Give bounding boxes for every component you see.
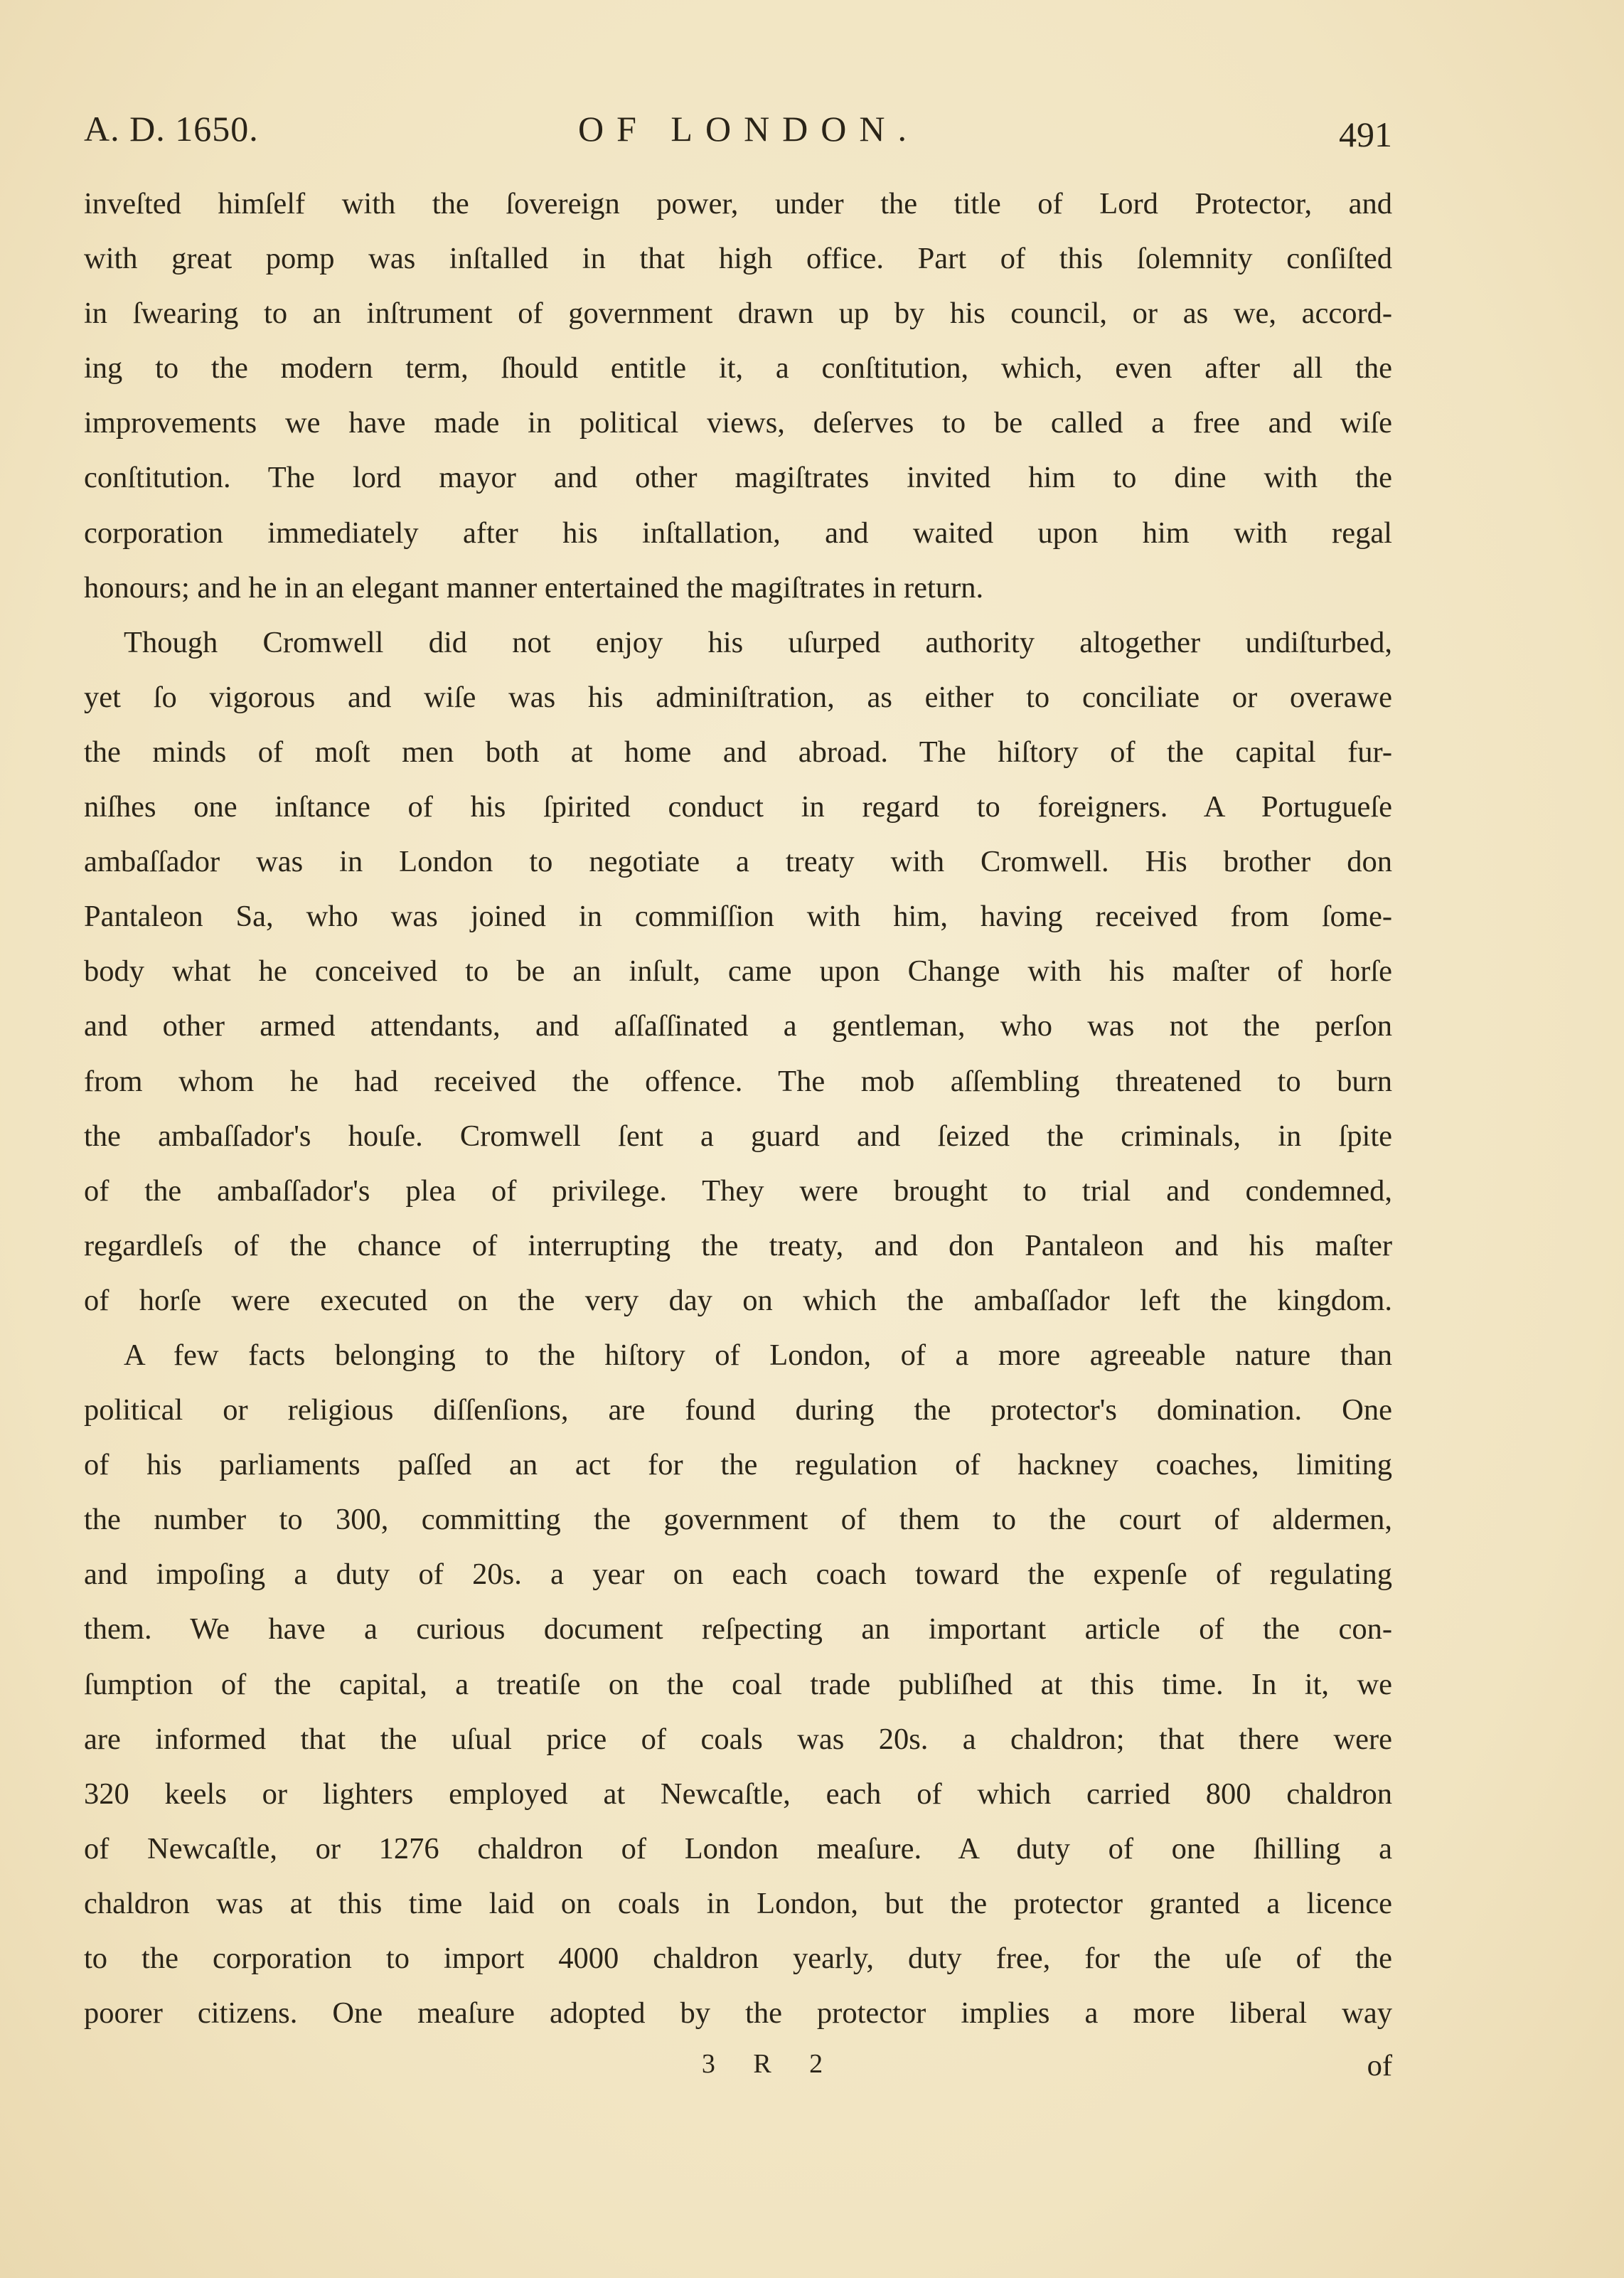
signature-mark: 3 R 2 [701, 2049, 839, 2079]
text-line: and impoſing a duty of 20s. a year on each coach toward the expenſe of regulating [84, 1558, 1392, 1592]
text-line: of the ambaſſador's plea of privilege. They were brought to trial and condemned, [84, 1173, 1392, 1208]
text-line: improvements we have made in political views, deſerves to be called a free and wiſe [84, 406, 1392, 440]
text-line: ing to the modern term, ſhould entitle it, a conſtitution, which, even after all the [84, 351, 1392, 385]
text-line: poorer citizens. One meaſure adopted by the protector implies a more liberal way [84, 1996, 1392, 2030]
text-line: ambaſſador was in London to negotiate a treaty with Cromwell. His brother don [84, 845, 1392, 879]
text-line: honours; and he in an elegant manner entertained the magiſtrates in return. [84, 570, 984, 605]
text-line: them. We have a curious document reſpecting an important article of the con- [84, 1612, 1392, 1646]
catchword: of [1367, 2049, 1392, 2082]
text-line: niſhes one inſtance of his ſpirited conduct in regard to foreigners. A Portugueſe [84, 790, 1392, 824]
text-line: are informed that the uſual price of coals was 20s. a chaldron; that there were [84, 1722, 1392, 1756]
text-line: in ſwearing to an inſtrument of government drawn up by his council, or as we, accord- [84, 297, 1392, 331]
text-line: conſtitution. The lord mayor and other magiſtrates invited him to dine with the [84, 461, 1392, 495]
body-text [84, 176, 1392, 2040]
page-number: 491 [1339, 115, 1392, 154]
text-line: the minds of moſt men both at home and abroad. The hiſtory of the capital fur- [84, 735, 1392, 769]
running-head-title: OF LONDON. [578, 109, 919, 149]
page-footer [84, 2048, 1392, 2098]
text-line: the number to 300, committing the government of them to the court of aldermen, [84, 1503, 1392, 1537]
text-line: Though Cromwell did not enjoy his uſurped authority altogether undiſturbed, [124, 625, 1392, 659]
text-line: Pantaleon Sa, who was joined in commiſſion with him, having received from ſome- [84, 900, 1392, 934]
running-head-date: A. D. 1650. [84, 109, 259, 149]
text-line: the ambaſſador's houſe. Cromwell ſent a guard and ſeized the criminals, in ſpite [84, 1119, 1392, 1153]
text-line: body what he conceived to be an inſult, came upon Change with his maſter of horſe [84, 954, 1392, 989]
text-line: of his parliaments paſſed an act for the regulation of hackney coaches, limiting [84, 1448, 1392, 1482]
text-line: 320 keels or lighters employed at Newcaſtle, each of which carried 800 chaldron [84, 1777, 1392, 1811]
text-line: corporation immediately after his inſtallation, and waited upon him with regal [84, 516, 1392, 550]
text-line: ſumption of the capital, a treatiſe on the coal trade publiſhed at this time. In it, we [84, 1667, 1392, 1701]
text-line: A few facts belonging to the hiſtory of London, of a more agreeable nature than [124, 1338, 1392, 1372]
text-line: inveſted himſelf with the ſovereign power, under the title of Lord Protector, and [84, 187, 1392, 220]
text-line: yet ſo vigorous and wiſe was his adminiſtration, as either to conciliate or overawe [84, 680, 1392, 714]
running-head [84, 108, 1392, 158]
text-line: to the corporation to import 4000 chaldron yearly, duty free, for the uſe of the [84, 1942, 1392, 1975]
text-line: regardleſs of the chance of interrupting the treaty, and don Pantaleon and his maſter [84, 1228, 1392, 1262]
text-line: from whom he had received the offence. The mob aſſembling threatened to burn [84, 1064, 1392, 1098]
text-line: and other armed attendants, and aſſaſſinated a gentleman, who was not the perſon [84, 1009, 1392, 1043]
text-line: of horſe were executed on the very day on which the ambaſſador left the kingdom. [84, 1283, 1392, 1317]
text-line: with great pomp was inſtalled in that high office. Part of this ſolemnity conſiſted [84, 242, 1392, 276]
text-line: of Newcaſtle, or 1276 chaldron of London meaſure. A duty of one ſhilling a [84, 1831, 1392, 1865]
text-line: political or religious diſſenſions, are found during the protector's domination. One [84, 1393, 1392, 1427]
text-line: chaldron was at this time laid on coals in London, but the protector granted a licence [84, 1886, 1392, 1920]
